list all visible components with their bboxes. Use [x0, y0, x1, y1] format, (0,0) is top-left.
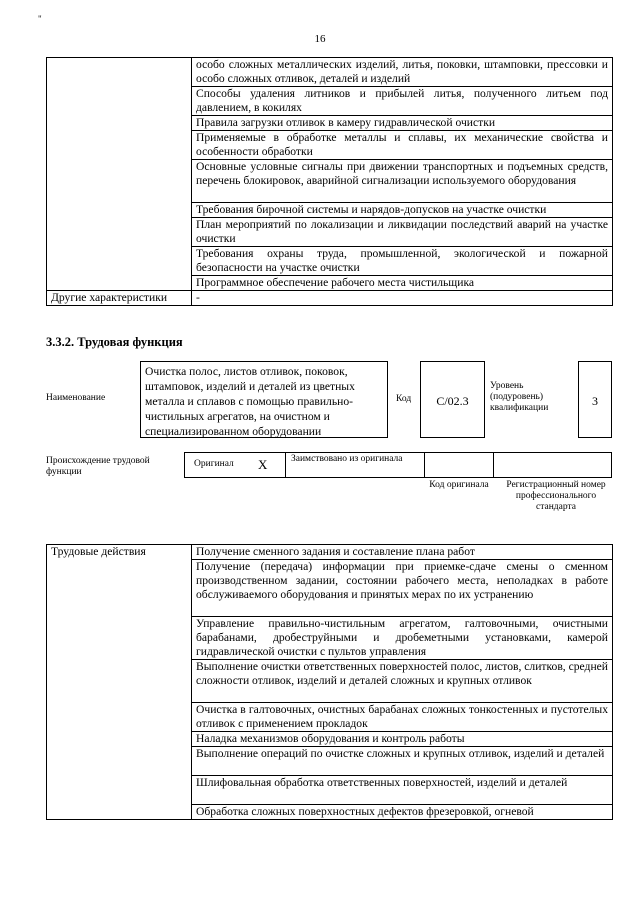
function-name-box: Очистка полос, листов отливок, поковок, штамповок, изделий и деталей из цветных металла и сплавов с помощью правильно-чистильных агрегатов, на очистном и специализированном оборудовании — [140, 361, 388, 438]
registration-number-caption: Регистрационный номер профессионального стандарта — [506, 480, 606, 512]
function-code-box: C/02.3 — [420, 361, 485, 438]
table-row — [47, 58, 613, 87]
table-cell: Основные условные сигналы при движении транспортных и подъемных средств, перечень блокировок, аварийной сигнализации используемого оборудования — [192, 160, 613, 203]
table-row — [47, 291, 613, 306]
page-number: 16 — [314, 33, 326, 45]
table-row — [47, 545, 613, 560]
table-cell: Наладка механизмов оборудования и контроль работы — [192, 732, 613, 747]
borrowed-label: Заимствовано из оригинала — [291, 454, 403, 464]
table-cell: Правила загрузки отливок в камеру гидравлической очистки — [192, 116, 613, 131]
labor-actions-table — [46, 544, 613, 820]
origin-label: Происхождение трудовой функции — [46, 456, 150, 477]
table-cell: Программное обеспечение рабочего места чистильщика — [192, 276, 613, 291]
code-label: Код — [396, 394, 412, 404]
table-cell: Выполнение очистки ответственных поверхностей полос, листов, слитков, средней сложности отливок, изделий и деталей сложных и крупных отливок — [192, 660, 613, 703]
other-characteristics-value: - — [192, 291, 613, 306]
table-cell: Требования бирочной системы и нарядов-допусков на участке очистки — [192, 203, 613, 218]
other-characteristics-label: Другие характеристики — [47, 291, 192, 306]
original-label: Оригинал — [194, 459, 234, 469]
level-label: Уровень (подуровень) квалификации — [490, 381, 549, 413]
section-heading: 3.3.2. Трудовая функция — [46, 335, 183, 349]
level-box: 3 — [578, 361, 612, 438]
knowledge-table — [46, 57, 613, 306]
table-cell: Способы удаления литников и прибылей литья, полученного литьем под давлением, в кокилях — [192, 87, 613, 116]
labor-actions-label: Трудовые действия — [47, 545, 192, 820]
knowledge-label-cell — [47, 58, 192, 291]
table-cell: Применяемые в обработке металлы и сплавы, их механические свойства и особенности обработки — [192, 131, 613, 160]
table-cell: Управление правильно-чистильным агрегатом, галтовочными, очистными барабанами, дробеструйными и дробеметными установками, камерой гидравлической очистки с пультов управления — [192, 617, 613, 660]
table-cell: Получение сменного задания и составление плана работ — [192, 545, 613, 560]
original-code-cell — [424, 452, 494, 478]
original-mark: X — [258, 457, 268, 472]
table-cell: Требования охраны труда, промышленной, экологической и пожарной безопасности на участке очистки — [192, 247, 613, 276]
corner-mark: " — [38, 14, 42, 24]
table-cell: Выполнение операций по очистке сложных и крупных отливок, изделий и деталей — [192, 747, 613, 776]
original-code-caption: Код оригинала — [429, 480, 489, 490]
table-cell: Обработка сложных поверхностных дефектов фрезеровкой, огневой — [192, 805, 613, 820]
name-label: Наименование — [46, 393, 106, 403]
table-cell: Получение (передача) информации при приемке-сдаче смены о сменном производственном задании, состоянии рабочего места, неполадках в работе обслуживаемого оборудования и принятых мерах по их устранению — [192, 560, 613, 617]
table-cell: Шлифовальная обработка ответственных поверхностей, изделий и деталей — [192, 776, 613, 805]
table-cell: План мероприятий по локализации и ликвидации последствий аварий на участке очистки — [192, 218, 613, 247]
table-cell: особо сложных металлических изделий, литья, поковки, штамповки, прессовки и особо сложных отливок, деталей и изделий — [192, 58, 613, 87]
table-cell: Очистка в галтовочных, очистных барабанах сложных тонкостенных и пустотелых отливок с применением прокладок — [192, 703, 613, 732]
